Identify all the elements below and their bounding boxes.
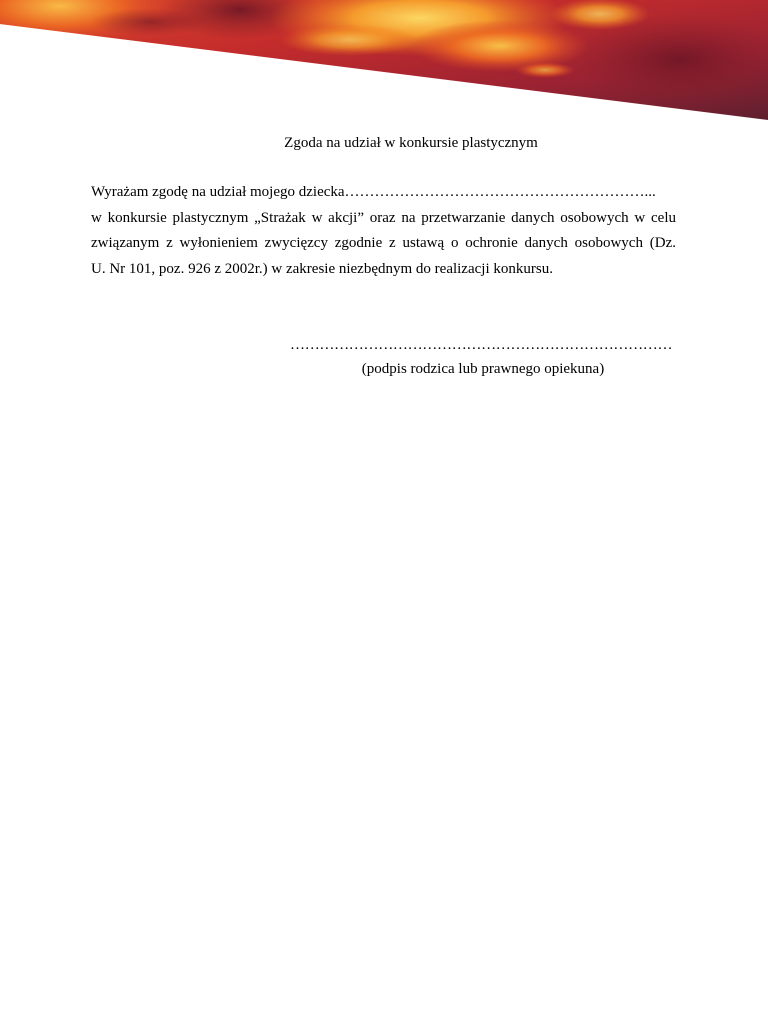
fiery-sky-banner [0,0,768,125]
consent-line-4: U. Nr 101, poz. 926 z 2002r.) w zakresie niezbędnym do realizacji konkursu. [91,260,553,277]
consent-paragraph [91,180,676,282]
consent-line-1: Wyrażam zgodę na udział mojego dziecka……………………………………………………... [91,184,656,200]
signature-caption: (podpis rodzica lub prawnego opiekuna) [361,361,605,377]
consent-line-3: związanym z wyłonieniem zwycięzcy zgodnie z ustawą o ochronie danych osobowych (Dz. [91,235,676,251]
signature-line: …………………………………………………………………… [290,337,673,353]
document-title: Zgoda na udział w konkursie plastycznym [284,135,538,151]
signature-block [290,336,676,379]
consent-line-2: w konkursie plastycznym „Strażak w akcji” oraz na przetwarzanie danych osobowych w celu [91,209,676,226]
